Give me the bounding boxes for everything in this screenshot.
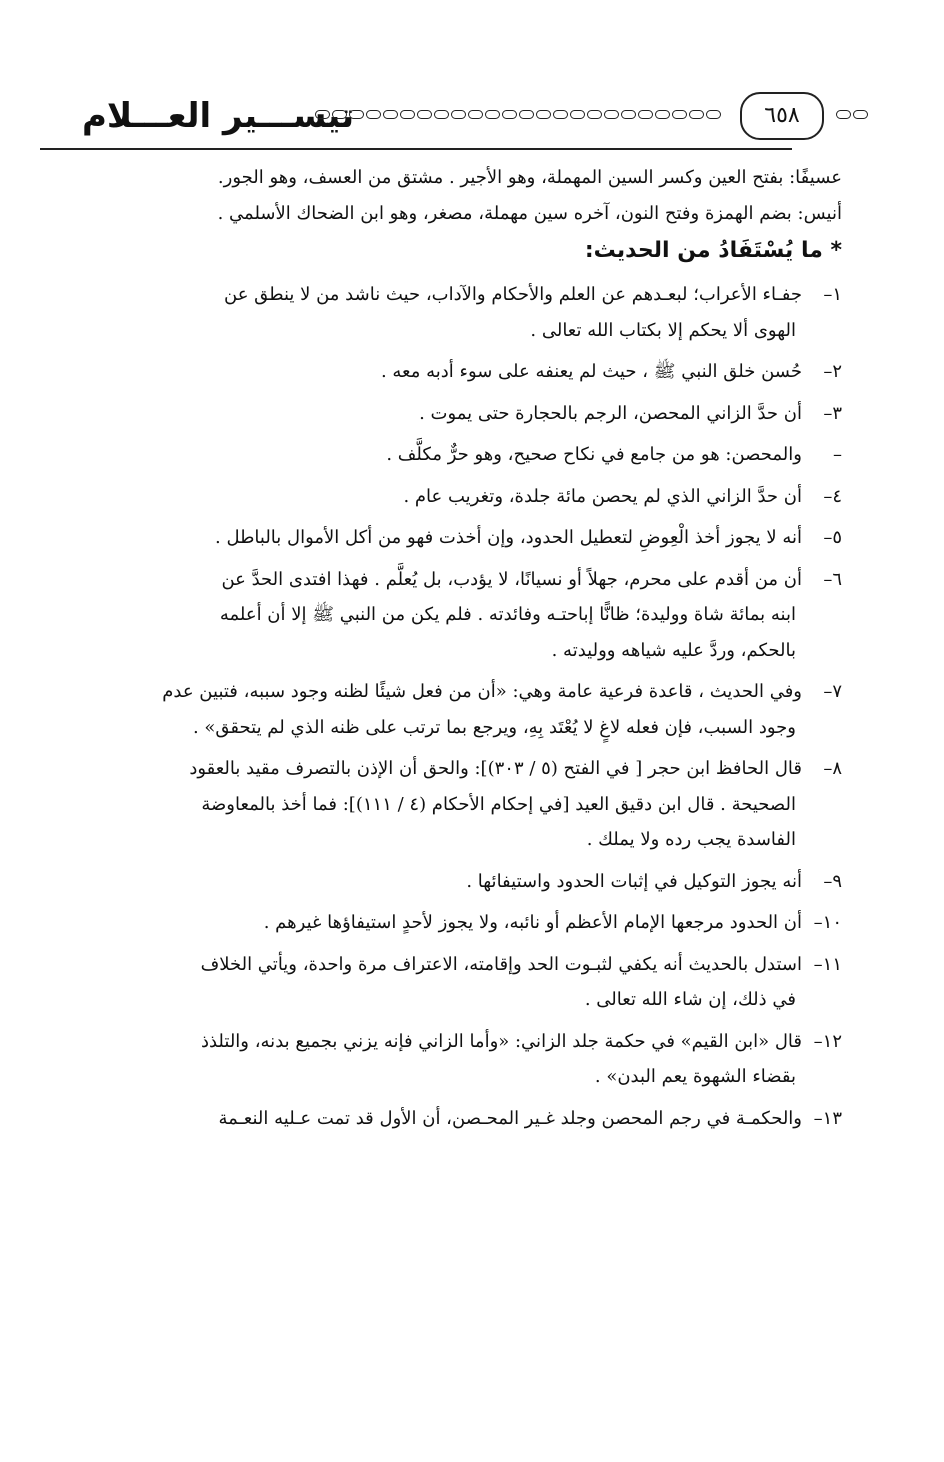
chain-ornament-small [836, 110, 868, 124]
header-rule [40, 148, 792, 150]
page-number-frame [740, 92, 824, 140]
section-heading: * ما يُسْتَفَادُ من الحديث: [584, 238, 842, 263]
definition-line: عسيفًا: بفتح العين وكسر السين المهملة، وهو الأجير . مشتق من العسف، وهو الجور. [217, 167, 842, 188]
list-item: ١٠–أن الحدود مرجعها الإمام الأعظم أو نائبه، ولا يجوز لأحدٍ استيفاؤها غيرهم . [263, 912, 842, 933]
list-item: ٦–أن من أقدم على محرم، جهلاً أو نسيانًا، لا يؤدب، بل يُعلَّم . فهذا افتدى الحدَّ عن ابنه بمائة شاة ووليدة؛ ظانًّا إباحتـه وفائدته . فلم يكن من النبي ﷺ إلا أن أعلمه بالحكم، وردَّ عليه شياهه ووليدته . [219, 568, 842, 661]
list-item: ٣–أن حدَّ الزاني المحصن، الرجم بالحجارة حتى يموت . [419, 402, 842, 424]
list-item: ١–جفـاء الأعراب؛ لبعـدهم عن العلم والأحكام والآداب، حيث ناشد من لا ينطق عن الهوى ألا يحكم إلا بكتاب الله تعالى . [224, 284, 842, 341]
list-item: ٨–قال الحافظ ابن حجر [ في الفتح (٥ / ٣٠٣)]: والحق أن الإذن بالتصرف مقيد بالعقود الصحيحة . قال ابن دقيق العيد [في إحكام الأحكام (٤ / ١١١)]: فما أخذ بالمعاوضة الفاسدة يجب رده ولا يملك . [189, 758, 842, 850]
list-item: ١٢–قال «ابن القيم» في حكمة جلد الزاني: «وأما الزاني فإنه يزني بجميع بدنه، والتلذذ بقضاء الشهوة يعم البدن» . [200, 1030, 842, 1087]
chain-ornament [315, 110, 721, 124]
list-item: ٢–حُسن خلق النبي ﷺ ، حيث لم يعنفه على سوء أدبه معه . [380, 361, 842, 382]
list-item: ٥–أنه لا يجوز أخذ الْعِوضِ لتعطيل الحدود، وإن أخذت فهو من أكل الأموال بالباطل . [215, 527, 842, 548]
list-item: –والمحصن: هو من جامع في نكاح صحيح، وهو حرٌّ مكلَّف . [386, 444, 842, 465]
list-item: ٤–أن حدَّ الزاني الذي لم يحصن مائة جلدة، وتغريب عام . [403, 485, 842, 507]
list-item: ١٣–والحكمـة في رجم المحصن وجلد غـير المحـصن، أن الأول قد تمت عـليه النعـمة [218, 1107, 842, 1129]
page-body [78, 160, 842, 1136]
definition-line: أنيس: بضم الهمزة وفتح النون، آخره سين مهملة، مصغر، وهو ابن الضحاك الأسلمي . [217, 202, 842, 224]
book-title: تيســـير العـــلام [82, 96, 355, 136]
list-item: ٩–أنه يجوز التوكيل في إثبات الحدود واستيفائها . [466, 870, 842, 892]
page-number: ٦٥٨ [764, 103, 800, 128]
list-item: ٧–وفي الحديث ، قاعدة فرعية عامة وهي: «أن من فعل شيئًا لظنه وجود سببه، فتبين عدم وجود السبب، فإن فعله لاغٍ لا يُعْتَد بِهِ، ويرجع بما ترتب على ظنه الذي لم يتحقق» . [162, 681, 842, 738]
list-item: ١١–استدل بالحديث أنه يكفي لثبـوت الحد وإقامته، الاعتراف مرة واحدة، ويأتي الخلاف في ذلك، إن شاء الله تعالى . [200, 953, 842, 1010]
page-header [40, 88, 900, 144]
